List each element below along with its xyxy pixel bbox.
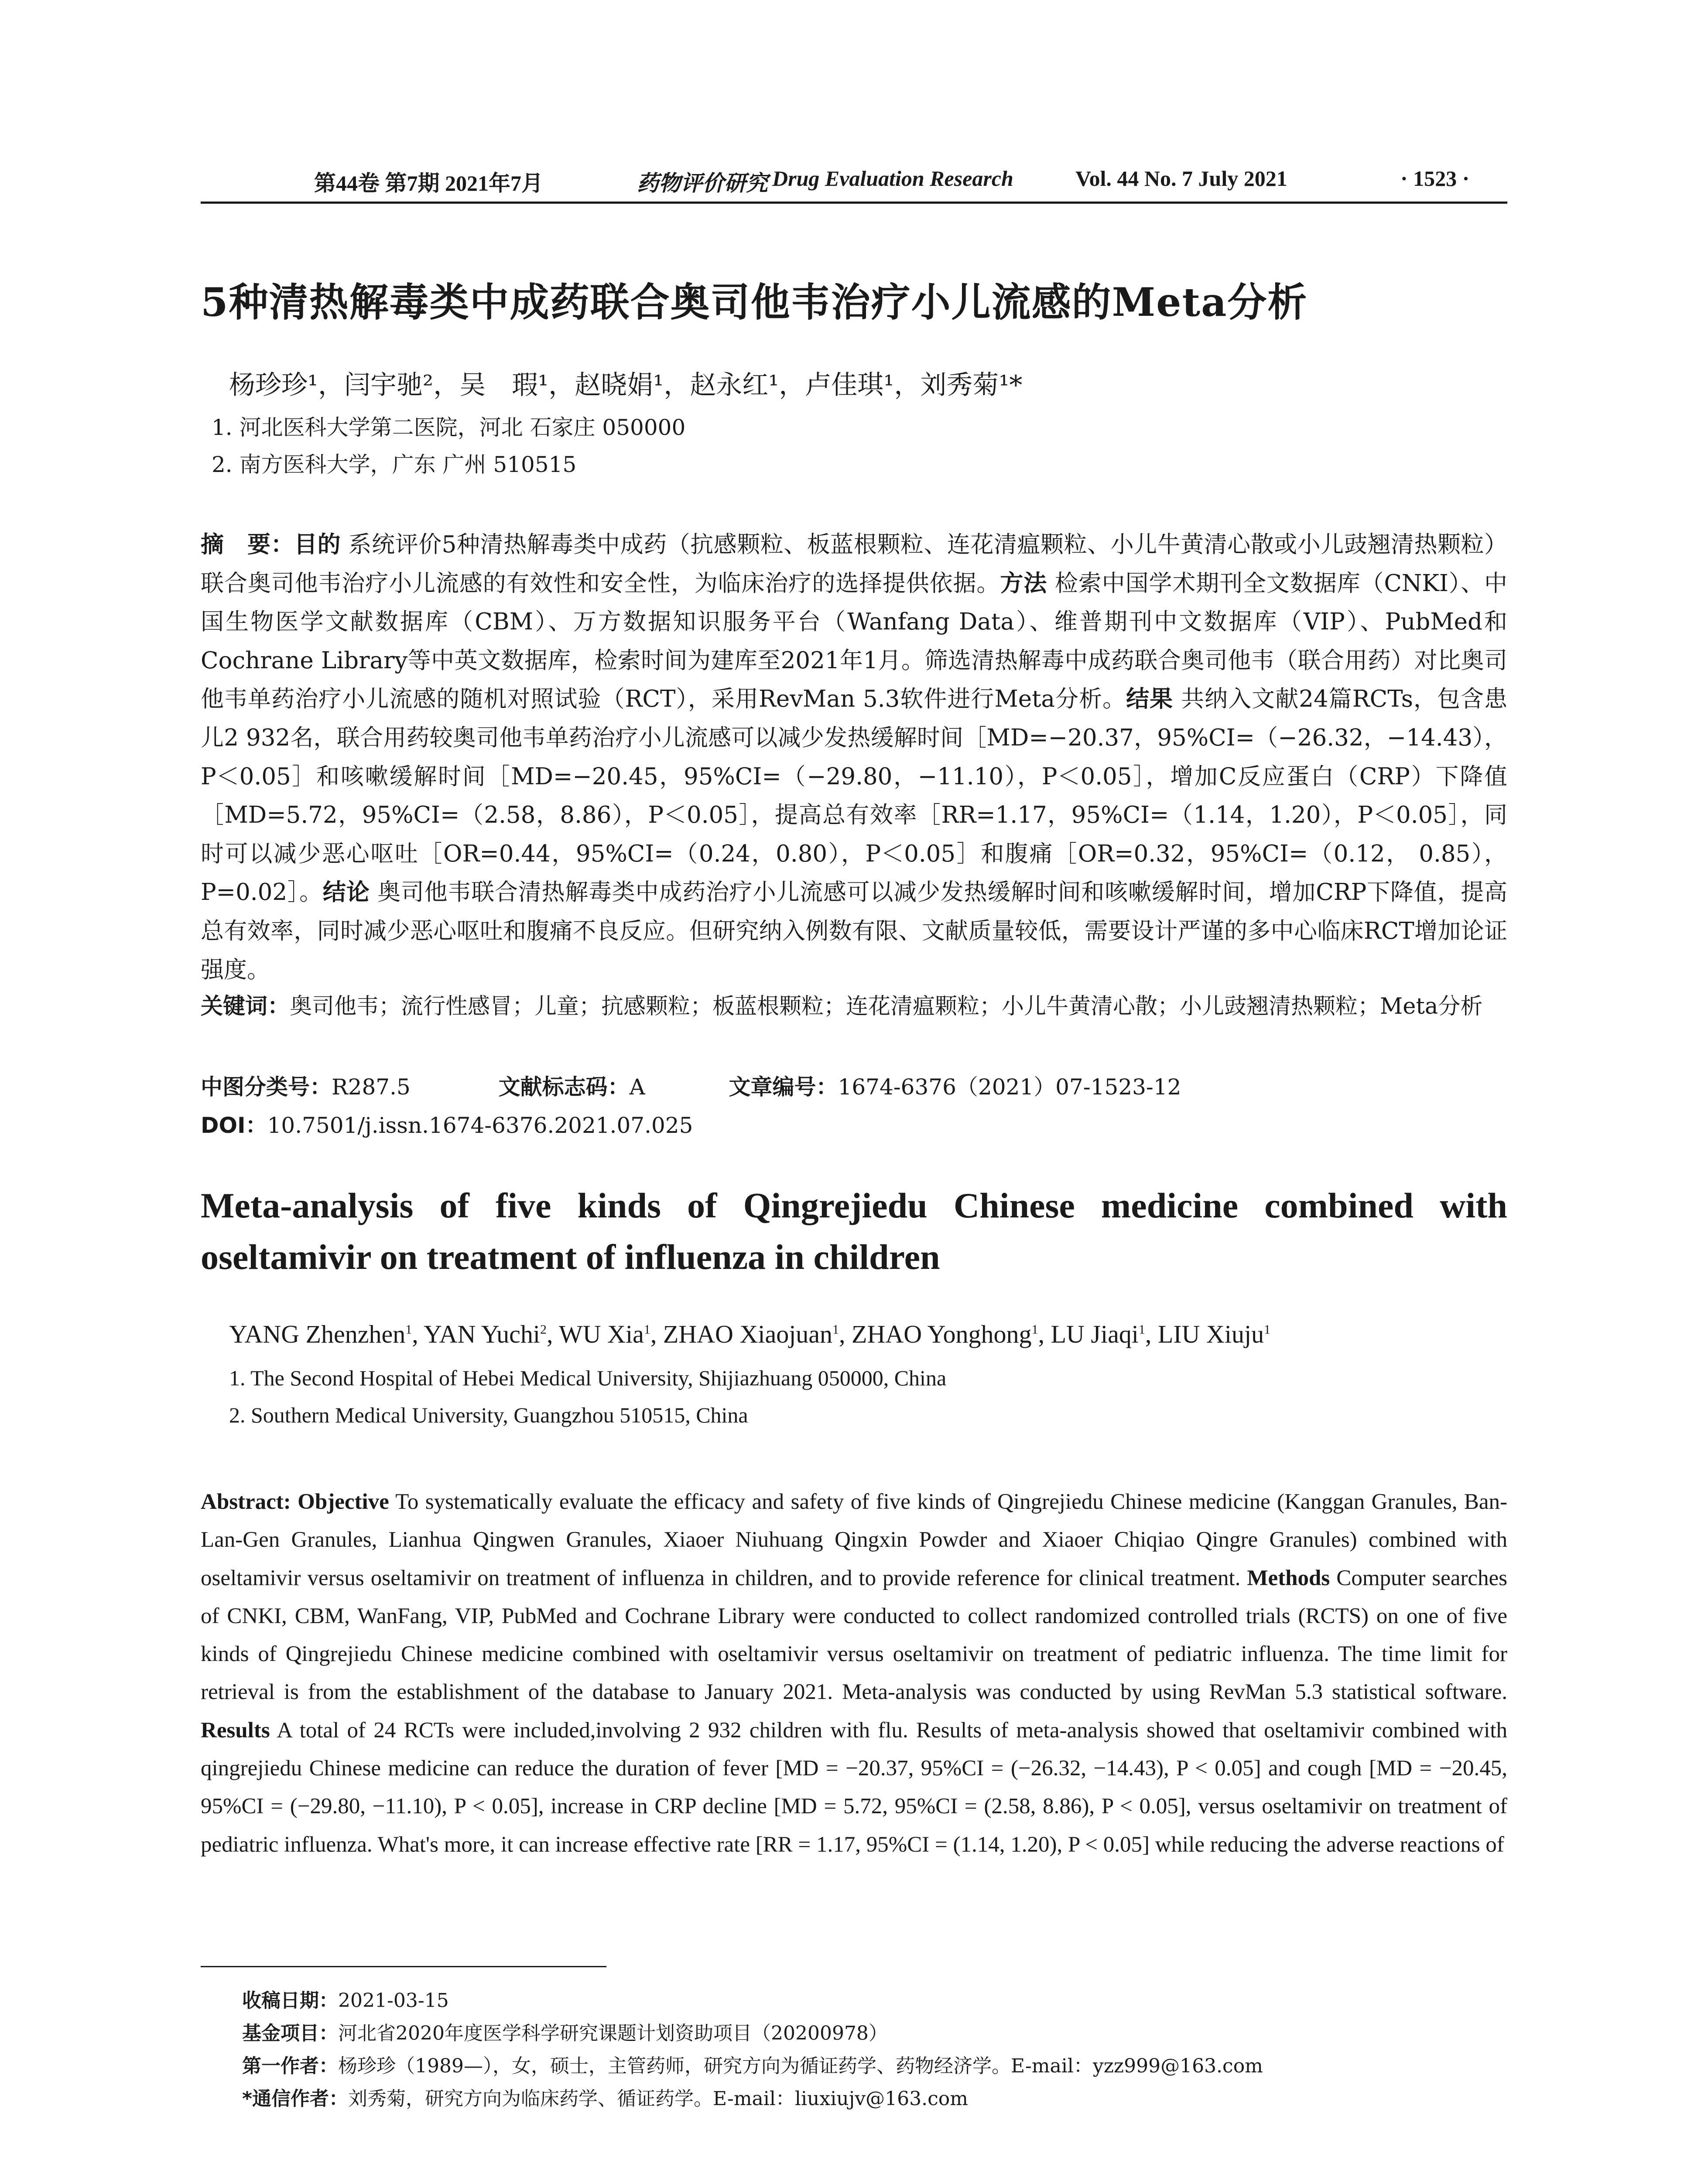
conclusion-cn-text: 奥司他韦联合清热解毒类中成药治疗小儿流感可以减少发热缓解时间和咳嗽缓解时间，增加CRP下降值，提高总有效率，同时减少恶心呕吐和腹痛不良反应。但研究纳入例数有限、文献质量较低，需要设计严谨的多中心临床RCT增加论证强度。 [201,879,1507,983]
affiliation-en-2: 2. Southern Medical University, Guangzhou 510515, China [229,1403,748,1427]
clc-value: R287.5 [332,1074,411,1100]
header-volume-cn: 第44卷 第7期 2021年7月 [314,171,543,195]
doi-label: DOI： [201,1113,267,1138]
title-cn: 5种清热解毒类中成药联合奥司他韦治疗小儿流感的Meta分析 [201,279,1308,325]
footnote-funding: 基金项目：河北省2020年度医学科学研究课题计划资助项目（20200978） [242,2022,888,2044]
doc-code-label: 文献标志码： [498,1074,630,1100]
title-en: Meta-analysis of five kinds of Qingrejiedu Chinese medicine combined with oseltamivir on treatment of influenza in children [201,1186,1507,1277]
doi-value: 10.7501/j.issn.1674-6376.2021.07.025 [267,1113,693,1138]
objective-cn-label: 目的 [294,531,341,558]
clc-label: 中图分类号： [201,1074,332,1100]
footnote-received: 收稿日期：2021-03-15 [242,1990,449,2012]
results-cn-text: 共纳入文献24篇RCTs，包含患儿2 932名，联合用药较奥司他韦单药治疗小儿流感可以减少发热缓解时间［MD=−20.37，95%CI=（−26.32，−14.43），P＜0.05］和咳嗽缓解时间［MD=−20.45，95%CI=（−29.80，−11.10），P＜0.05］，增加C反应蛋白（CRP）下降值［MD=5.72，95%CI=（2.58，8.86），P＜0.05］，提高总有效率［RR=1.17，95%CI=（1.14，1.20），P＜0.05］，同时可以减少恶心呕吐［OR=0.44，95%CI=（0.24，0.80），P＜0.05］和腹痛［OR=0.32，95%CI=（0.12， 0.85），P=0.02］。 [201,686,1508,906]
author-en-3: WU Xia$^1$ [558,1320,650,1348]
author-en-1: YANG Zhenzhen$^1$ [229,1320,412,1348]
methods-en-text: Computer searches of CNKI, CBM, WanFang, VIP, PubMed and Cochrane Library were conducted to collect randomized controlled trials (RCTS) on one of five kinds of Qingrejiedu Chinese medicine combined with oseltamivir versus oseltamivir on treatment of pediatric influenza. The time limit for retrieval is from the establishment of the database to January 2021. Meta-analysis was conducted by using RevMan 5.3 statistical software. [201,1566,1508,1705]
author-en-2: YAN Yuchi$^2$ [424,1320,547,1348]
article-number-label: 文章编号： [729,1074,838,1100]
header-rule [201,202,1507,204]
objective-cn-text: 系统评价5种清热解毒类中成药（抗感颗粒、板蓝根颗粒、连花清瘟颗粒、小儿牛黄清心散或小儿豉翘清热颗粒）联合奥司他韦治疗小儿流感的有效性和安全性，为临床治疗的选择提供依据。 [201,531,1508,597]
author-en-7: LIU Xiuju$^1$ [1157,1320,1271,1348]
doi-line [201,1108,693,1139]
methods-cn-text: 检索中国学术期刊全文数据库（CNKI）、中国生物医学文献数据库（CBM）、万方数据知识服务平台（Wanfang Data）、维普期刊中文数据库（VIP）、PubMed和Cochrane Library等中英文数据库，检索时间为建库至2021年1月。筛选清热解毒中成药联合奥司他韦（联合用药）对比奥司他韦单药治疗小儿流感的随机对照试验（RCT），采用RevMan 5.3软件进行Meta分析。 [201,570,1508,713]
footnote-first-author: 第一作者：杨珍珍（1989—），女，硕士，主管药师，研究方向为循证药学、药物经济学。E-mail：yzz999@163.com [242,2055,1263,2077]
footnote-corresponding-author: *通信作者：刘秀菊，研究方向为临床药学、循证药学。E-mail：liuxiujv@163.com [242,2088,968,2110]
abstract-cn [201,526,1507,989]
article-number-value: 1674-6376（2021）07-1523-12 [838,1074,1181,1100]
keywords-cn-label: 关键词： [201,994,290,1019]
author-en-4: ZHAO Xiaojuan$^1$ [663,1320,839,1348]
header-page-number: · 1523 · [1400,166,1470,191]
author-en-5: ZHAO Yonghong$^1$ [852,1320,1038,1348]
abstract-cn-label: 摘 要： [201,531,294,558]
affiliation-cn-1: 1. 河北医科大学第二医院，河北 石家庄 050000 [212,415,686,440]
authors-en: YANG Zhenzhen$^1$, YAN Yuchi$^2$, WU Xia$^1$, ZHAO Xiaojuan$^1$, ZHAO Yonghong$^1$, LU Jiaqi$^1$, LIU Xiuju$^1$ [229,1320,1271,1348]
author-en-6: LU Jiaqi$^1$ [1051,1320,1145,1348]
results-en-label: Results [201,1718,270,1743]
objective-en-label: Objective [298,1490,389,1514]
header-journal-en: Drug Evaluation Research [772,166,1013,191]
footnote-rule [201,1966,606,1967]
keywords-cn-text: 奥司他韦；流行性感冒；儿童；抗感颗粒；板蓝根颗粒；连花清瘟颗粒；小儿牛黄清心散；小儿豉翘清热颗粒；Meta分析 [290,994,1483,1019]
affiliation-en-1: 1. The Second Hospital of Hebei Medical University, Shijiazhuang 050000, China [229,1366,947,1390]
header-volume-en: Vol. 44 No. 7 July 2021 [1075,166,1287,191]
keywords-cn [201,989,1507,1024]
authors-cn: 杨珍珍¹，闫宇驰²，吴 瑕¹，赵晓娟¹，赵永红¹，卢佳琪¹，刘秀菊¹* [229,370,1023,400]
doc-code-value: A [629,1074,645,1100]
classification-line [201,1070,1181,1101]
results-en-text: A total of 24 RCTs were included,involving 2 932 children with flu. Results of meta-analysis showed that oseltamivir combined with qingrejiedu Chinese medicine can reduce the duration of fever [MD = −20.37, 95%CI = (−26.32, −14.43), P < 0.05] and cough [MD = −20.45, 95%CI = (−29.80, −11.10), P < 0.05], increase in CRP decline [MD = 5.72, 95%CI = (2.58, 8.86), P < 0.05], versus oseltamivir on treatment of pediatric influenza. What's more, it can increase effective rate [RR = 1.17, 95%CI = (1.14, 1.20), P < 0.05] while reducing the adverse reactions of [201,1718,1507,1857]
methods-en-label: Methods [1247,1566,1330,1590]
objective-en-text: To systematically evaluate the efficacy and safety of five kinds of Qingrejiedu Chinese medicine (Kanggan Granules, Ban-Lan-Gen Granules, Lianhua Qingwen Granules, Xiaoer Niuhuang Qingxin Powder and Xiaoer Chiqiao Qingre Granules) combined with oseltamivir versus oseltamivir on treatment of influenza in children, and to provide reference for clinical treatment. [201,1490,1507,1590]
affiliation-cn-2: 2. 南方医科大学，广东 广州 510515 [212,452,577,477]
abstract-en [201,1483,1507,1864]
header-journal-cn-logo: 药物评价研究 [637,170,768,196]
results-cn-label: 结果 [1126,686,1174,713]
methods-cn-label: 方法 [1000,570,1047,597]
abstract-en-label: Abstract: [201,1490,291,1514]
conclusion-cn-label: 结论 [322,879,370,906]
